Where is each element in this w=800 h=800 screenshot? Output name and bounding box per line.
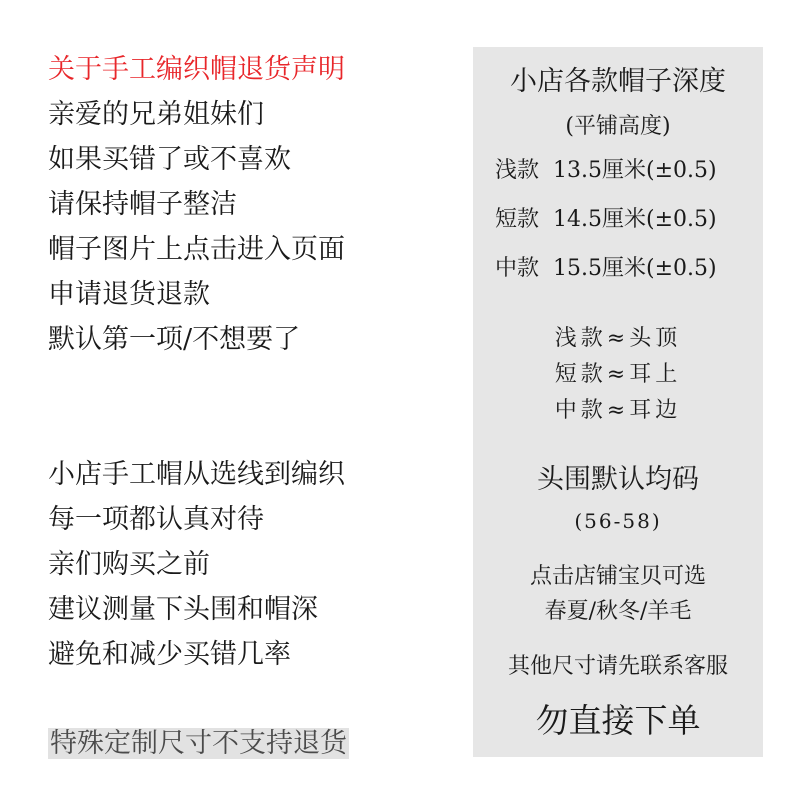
warning-note: 勿直接下单 — [535, 701, 701, 740]
policy-line: 亲爱的兄弟姐妹们 — [48, 99, 264, 130]
depth-value: 15.5厘米(±0.5) — [553, 256, 717, 281]
size-info-panel — [473, 47, 763, 757]
depth-row-shallow — [495, 153, 717, 184]
policy-title: 关于手工编织帽退货声明 — [48, 54, 345, 85]
policy-line: 默认第一项/不想要了 — [48, 324, 301, 355]
policy-line: 如果买错了或不喜欢 — [48, 144, 291, 175]
depth-value: 13.5厘米(±0.5) — [553, 158, 717, 183]
advice-line: 每一项都认真对待 — [48, 504, 264, 535]
head-size-range: (56-58) — [574, 509, 662, 533]
depth-style: 中款 — [495, 256, 540, 281]
depth-subtitle: (平铺高度) — [565, 114, 671, 139]
policy-line: 申请退货退款 — [48, 279, 210, 310]
depth-style: 浅款 — [495, 158, 540, 183]
advice-line: 建议测量下头围和帽深 — [48, 594, 318, 625]
contact-note: 其他尺寸请先联系客服 — [507, 654, 728, 679]
depth-relation: 中款≈耳边 — [554, 398, 682, 423]
depth-style: 短款 — [495, 207, 540, 232]
depth-row-medium — [495, 251, 717, 282]
shop-note: 春夏/秋冬/羊毛 — [544, 599, 692, 624]
policy-line: 请保持帽子整洁 — [48, 189, 237, 220]
depth-row-short — [495, 202, 717, 233]
advice-line: 避免和减少买错几率 — [48, 639, 291, 670]
head-size-title: 头围默认均码 — [537, 464, 699, 495]
custom-size-footnote: 特殊定制尺寸不支持退货 — [50, 728, 347, 759]
depth-relation: 浅款≈头顶 — [554, 326, 682, 351]
depth-title: 小店各款帽子深度 — [510, 66, 726, 97]
advice-line: 小店手工帽从选线到编织 — [48, 459, 345, 490]
policy-line: 帽子图片上点击进入页面 — [48, 234, 345, 265]
shop-note: 点击店铺宝贝可选 — [529, 564, 706, 589]
depth-value: 14.5厘米(±0.5) — [553, 207, 717, 232]
depth-relation: 短款≈耳上 — [554, 362, 682, 387]
advice-line: 亲们购买之前 — [48, 549, 210, 580]
